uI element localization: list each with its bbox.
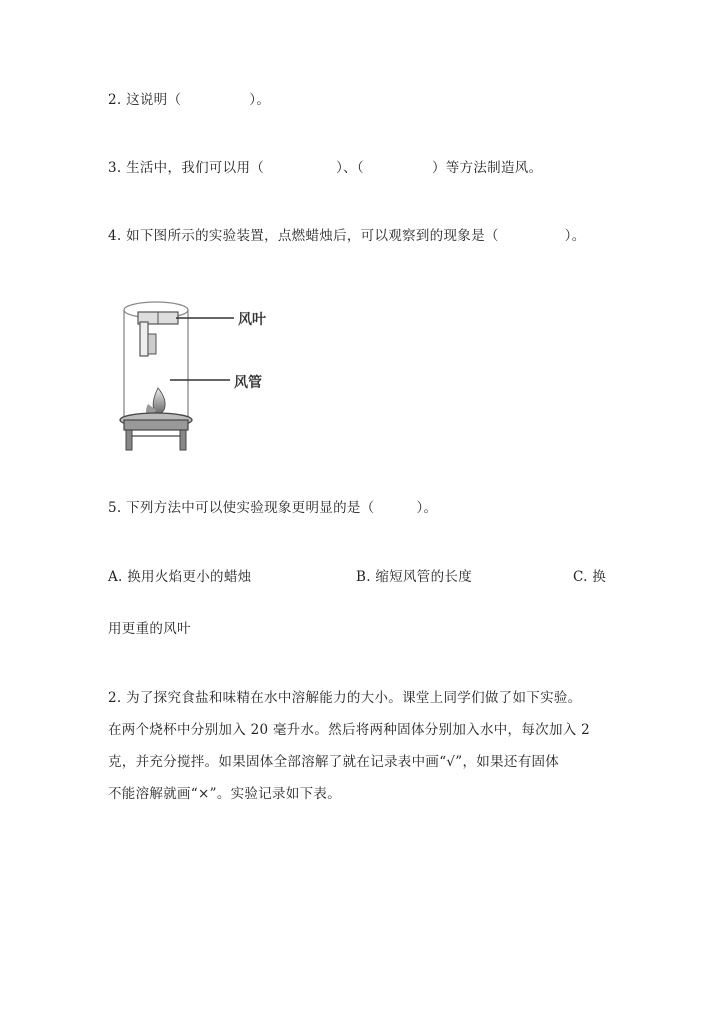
- option-c[interactable]: C. 换: [573, 569, 607, 585]
- problem-2-line-4: 不能溶解就画“×”。实验记录如下表。: [108, 786, 342, 802]
- question-4: [108, 224, 586, 244]
- problem-2-line-2: 在两个烧杯中分别加入 20 毫升水。然后将两种固体分别加入水中，每次加入 2: [108, 722, 591, 738]
- experiment-figure: [118, 292, 288, 457]
- q3-text-b: ）、（: [336, 160, 364, 176]
- question-3: [108, 156, 542, 176]
- q3-text-c: ）等方法制造风。: [431, 160, 543, 176]
- q4-text-b: ）。: [564, 228, 586, 244]
- option-c-continued: 用更重的风叶: [108, 621, 191, 637]
- q2-close: ）。: [249, 92, 271, 108]
- option-a[interactable]: A. 换用火焰更小的蜡烛: [108, 569, 252, 585]
- q3-text-a: 3. 生活中，我们可以用（: [108, 160, 265, 176]
- problem-2-line-1: 2. 为了探究食盐和味精在水中溶解能力的大小。课堂上同学们做了如下实验。: [108, 690, 582, 706]
- q5-text-b: ）。: [416, 500, 438, 516]
- label-fan-blade: 风叶: [238, 312, 266, 328]
- option-b[interactable]: B. 缩短风管的长度: [356, 569, 473, 585]
- q4-text-a: 4. 如下图所示的实验装置，点燃蜡烛后，可以观察到的现象是（: [108, 228, 499, 244]
- problem-2-line-3: 克，并充分搅拌。如果固体全部溶解了就在记录表中画“√”，如果还有固体: [108, 754, 560, 770]
- question-2: [108, 88, 270, 108]
- label-wind-tube: 风管: [234, 375, 262, 391]
- question-5: [108, 496, 437, 516]
- q2-text: 2. 这说明（: [108, 92, 182, 108]
- q5-text-a: 5. 下列方法中可以使实验现象更明显的是（: [108, 500, 375, 516]
